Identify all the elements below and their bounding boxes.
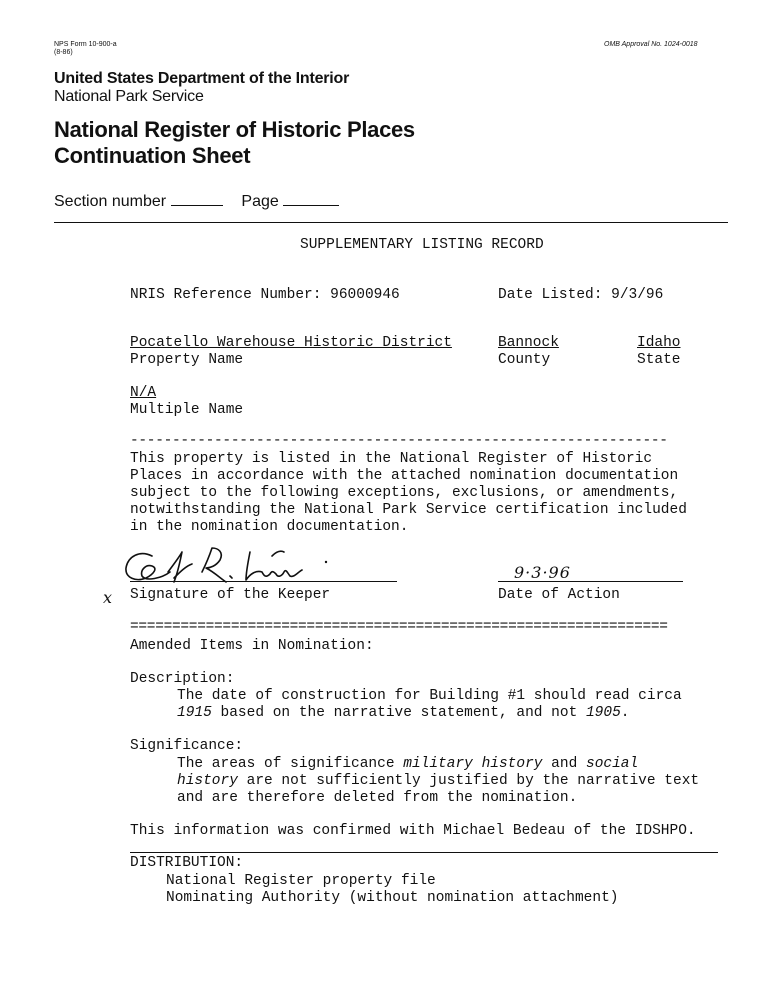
dashed-divider: ---------------------------------------------------------------- — [130, 433, 668, 449]
signature-mark: x — [103, 588, 113, 607]
confirmation-text: This information was confirmed with Michael Bedeau of the IDSHPO. — [130, 823, 696, 839]
signature-line — [130, 581, 397, 582]
significance-label: Significance: — [130, 738, 244, 754]
state-label: State — [637, 352, 681, 368]
omb-approval: OMB Approval No. 1024-0018 — [604, 41, 698, 48]
page-label: Page — [241, 193, 279, 210]
list-item: National Register property file — [166, 873, 436, 889]
date-listed: Date Listed: 9/3/96 — [498, 287, 664, 303]
agency-name: National Park Service — [54, 88, 204, 105]
section-number-label: Section number — [54, 193, 167, 210]
property-name: Pocatello Warehouse Historic District — [130, 335, 452, 351]
distribution-divider — [130, 852, 718, 853]
form-number: NPS Form 10-900-a (8-86) — [54, 41, 117, 56]
date-of-action-handwritten: 9·3·96 — [514, 563, 571, 582]
keeper-signature-image — [122, 542, 352, 592]
section-page-row — [54, 193, 339, 211]
nris-reference: NRIS Reference Number: 96000946 — [130, 287, 400, 303]
signature-label: Signature of the Keeper — [130, 587, 331, 603]
page-title: National Register of Historic Places — [54, 117, 415, 142]
date-listed-value: 9/3/96 — [611, 287, 664, 303]
description-label: Description: — [130, 671, 235, 687]
header-divider — [54, 222, 728, 223]
county-label: County — [498, 352, 551, 368]
list-item: Nominating Authority (without nomination attachment) — [166, 890, 619, 906]
page-subtitle: Continuation Sheet — [54, 143, 251, 168]
multiple-name: N/A — [130, 385, 157, 401]
state-value: Idaho — [637, 335, 681, 351]
section-number-blank — [171, 204, 223, 206]
significance-text: The areas of significance military history and social history are not sufficiently justified by the narrative text and are therefore deleted from the nomination. — [177, 756, 700, 806]
amended-heading: Amended Items in Nomination: — [130, 638, 374, 654]
page-number-blank — [283, 204, 339, 206]
property-name-label: Property Name — [130, 352, 244, 368]
date-of-action-label: Date of Action — [498, 587, 620, 603]
department-name: United States Department of the Interior — [54, 70, 350, 87]
distribution-list — [166, 873, 618, 907]
date-of-action-line — [498, 581, 683, 582]
multiple-name-label: Multiple Name — [130, 402, 244, 418]
double-divider: ================================================================ — [130, 619, 668, 635]
county-value: Bannock — [498, 335, 559, 351]
nris-number: 96000946 — [330, 287, 400, 303]
distribution-label: DISTRIBUTION: — [130, 855, 244, 871]
listing-statement: This property is listed in the National Register of Historic Places in accordance with the attached nomination documentation subject to the following exceptions, exclusions, or amendments, notwithstanding the National Park Service certification included in the nomination documentation. — [130, 451, 687, 535]
record-heading: SUPPLEMENTARY LISTING RECORD — [300, 237, 544, 253]
description-text: The date of construction for Building #1 should read circa 1915 based on the narrative statement, and not 1905. — [177, 688, 682, 721]
